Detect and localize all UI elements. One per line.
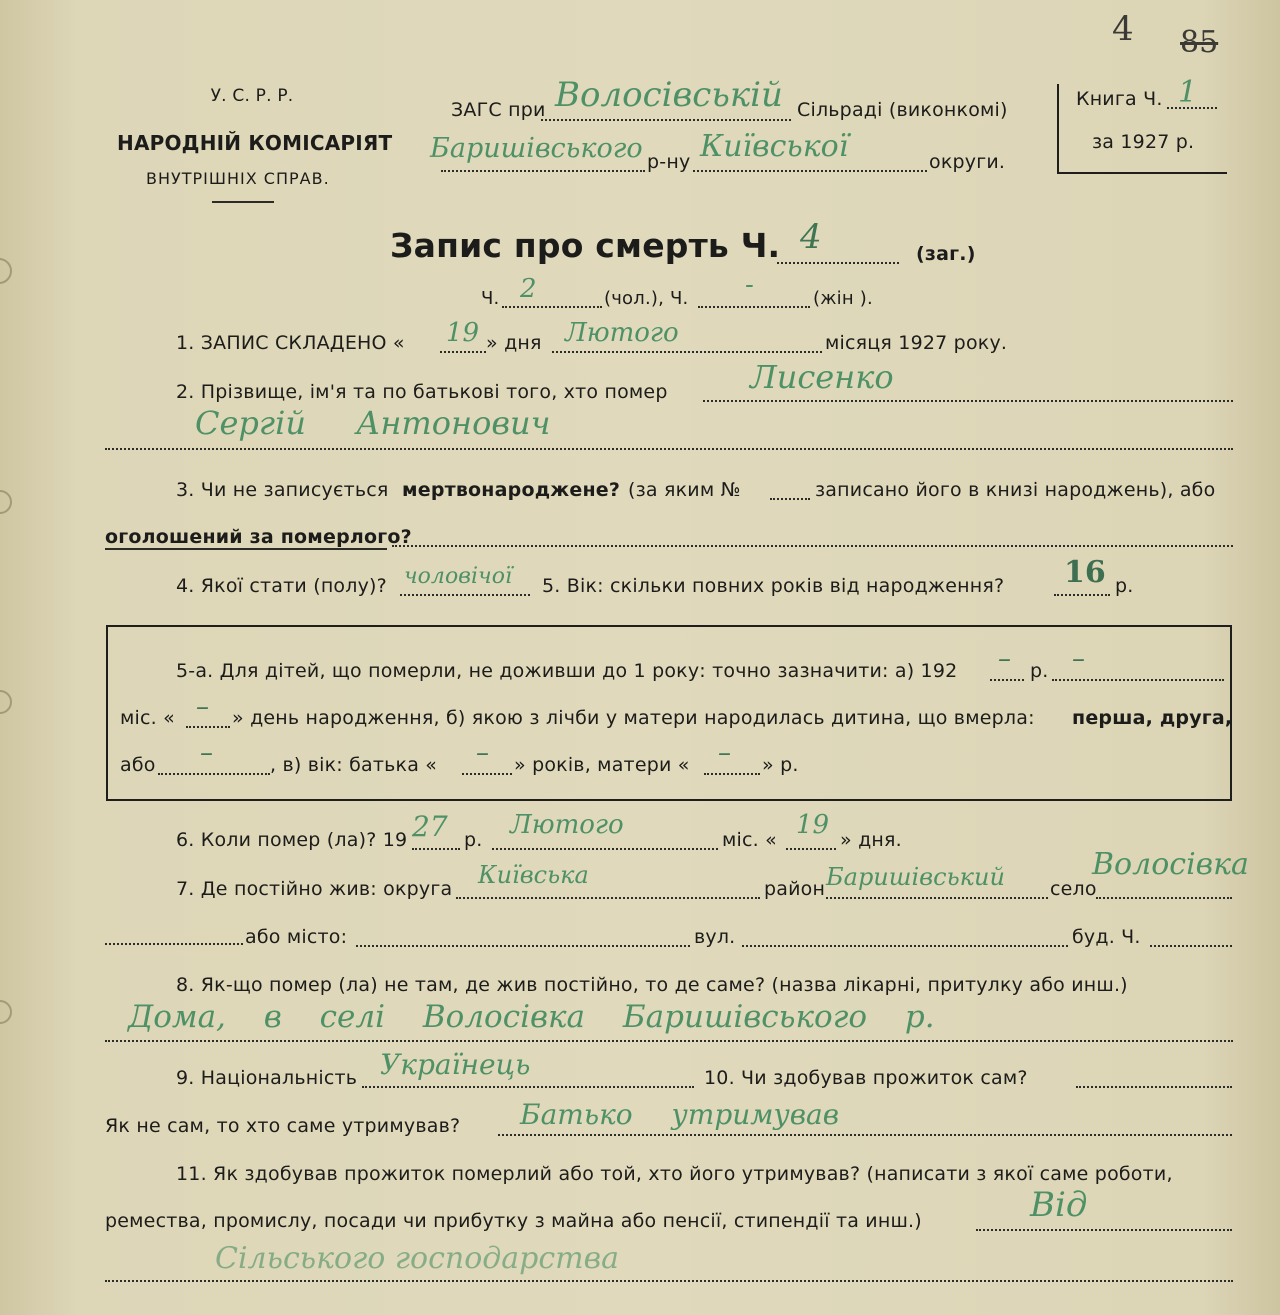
item6-year-suffix: р. — [464, 829, 483, 851]
okruha-handwritten: Київської — [700, 129, 849, 164]
zags-suffix: Сільраді (виконкомі) — [797, 99, 1008, 121]
item2-line-2 — [105, 448, 1233, 450]
header-divider — [212, 201, 274, 203]
margin-mark — [0, 258, 12, 284]
item11-handwritten-1: Від — [1030, 1185, 1088, 1225]
item10-line — [1076, 1086, 1232, 1088]
item2-label: 2. Прізвище, ім'я та по батькові того, хто помер — [176, 381, 668, 403]
item8-line — [105, 1040, 1233, 1042]
item10-sub-line — [498, 1134, 1232, 1136]
item5a-first-second: перша, друга, — [1072, 707, 1233, 729]
item7-raion-line — [826, 897, 1048, 899]
item5a-day-line — [186, 726, 230, 728]
female-count-handwritten: - — [745, 270, 754, 300]
item6-day-handwritten: 19 — [796, 810, 830, 840]
ussr-label: У. С. Р. Р. — [210, 86, 294, 106]
title-num-handwritten: 4 — [800, 217, 822, 257]
item6-day-suffix: » дня. — [840, 829, 902, 851]
item5a-father-dash: – — [476, 738, 489, 768]
item2-name-handwritten: Сергій Антонович — [195, 404, 551, 442]
record-title: Запис про смерть Ч. — [390, 226, 781, 265]
item5a-order-dash: – — [200, 738, 213, 768]
item11-handwritten-2: Сільського господарства — [215, 1241, 619, 1276]
female-count-line — [698, 306, 810, 308]
item7-street-label: вул. — [694, 926, 736, 948]
item1-year: місяця 1927 року. — [825, 332, 1008, 354]
item5a-year-suffix: р. — [1030, 660, 1049, 682]
book-box-left — [1057, 84, 1059, 174]
item3-line-2 — [392, 545, 1233, 547]
item9-handwritten: Українець — [380, 1048, 531, 1081]
item8-label: 8. Як-що помер (ла) не там, де жив постійно, то де саме? (назва лікарні, притулку або инш.) — [176, 974, 1128, 996]
item5a-line2: » день народження, б) якою з лічби у матери народилась дитина, що вмерла: — [232, 707, 1035, 729]
item7-okruha-handwritten: Київська — [478, 861, 589, 889]
item2-line-1 — [703, 400, 1233, 402]
item6-month-line — [492, 848, 718, 850]
item7-label: 7. Де постійно жив: округа — [176, 878, 453, 900]
item11-line-2 — [105, 1280, 1233, 1282]
raion-handwritten: Баришівського — [430, 133, 643, 164]
item5a-month-line — [1052, 679, 1224, 681]
raion-line — [441, 170, 645, 172]
item7-house-label: буд. Ч. — [1072, 926, 1141, 948]
book-label: Книга Ч. — [1076, 88, 1163, 110]
margin-mark — [0, 1000, 12, 1024]
item5a-month-dash: – — [1072, 644, 1085, 674]
zags-label: ЗАГС при — [451, 99, 546, 121]
item7-street-line — [742, 945, 1068, 947]
item4-handwritten: чоловічої — [404, 564, 512, 589]
item3-birth-book: записано його в книзі народжень), або — [815, 479, 1216, 501]
item11-label: 11. Як здобував прожиток померлий або той, хто його утримував? (написати з якої саме роботи, — [176, 1163, 1173, 1185]
item5-line — [1054, 594, 1110, 596]
item6-month-handwritten: Лютого — [510, 810, 624, 840]
item10-handwritten: Батько утримував — [520, 1098, 840, 1131]
item4-label: 4. Якої стати (полу)? — [176, 575, 387, 597]
item2-surname-handwritten: Лисенко — [750, 358, 894, 396]
item11-label-2: ремества, промислу, посади чи прибутку з майна або пенсії, стипендії та инш.) — [105, 1210, 922, 1232]
item10-sub-label: Як не сам, то хто саме утримував? — [105, 1115, 461, 1137]
item10-label: 10. Чи здобував прожиток сам? — [704, 1067, 1028, 1089]
item9-line — [362, 1086, 694, 1088]
corner-note-number: 4 — [1112, 9, 1134, 49]
item5-label: 5. Вік: скільки повних років від народження? — [542, 575, 1005, 597]
male-count-prefix: Ч. — [481, 288, 500, 309]
item7-selo-line — [1096, 897, 1232, 899]
item5-handwritten: 16 — [1064, 555, 1106, 590]
item1-label: 1. ЗАПИС СКЛАДЕНО « — [176, 332, 405, 354]
zags-line — [541, 119, 791, 121]
title-suffix: (заг.) — [916, 243, 976, 265]
item1-day-handwritten: 19 — [446, 318, 480, 348]
item7-okruha-line — [456, 897, 760, 899]
item6-day-line — [786, 848, 836, 850]
margin-mark — [0, 490, 12, 514]
item7-city-label: або місто: — [245, 926, 348, 948]
female-count-label: (жін ). — [813, 288, 873, 309]
item3-label: 3. Чи не записується — [176, 479, 389, 501]
item1-day-line — [440, 351, 486, 353]
item3-declared-dead: оголошений за померлого? — [105, 526, 412, 548]
item7-line-2a — [105, 943, 243, 945]
okruha-label: округи. — [929, 151, 1006, 173]
item7-raion-label: район — [764, 878, 826, 900]
item3-number-line — [770, 498, 810, 500]
item1-month-line — [552, 351, 822, 353]
item5a-mother-dash: – — [718, 738, 731, 768]
book-year: за 1927 р. — [1092, 131, 1195, 153]
commissariat-title: НАРОДНІЙ КОМІСАРІЯТ — [117, 131, 393, 155]
item7-raion-handwritten: Баришівський — [826, 863, 1005, 891]
margin-mark — [0, 690, 12, 714]
item11-line-1 — [976, 1229, 1232, 1231]
item7-house-line — [1150, 945, 1232, 947]
male-count-handwritten: 2 — [520, 274, 537, 304]
corner-note-crossed: 85 — [1180, 25, 1219, 60]
item5-suffix: р. — [1115, 575, 1134, 597]
item6-year-handwritten: 27 — [412, 810, 448, 843]
item5a-day-dash: – — [196, 692, 209, 722]
item5a-year-line — [990, 679, 1024, 681]
item4-line — [400, 594, 530, 596]
raion-label: р-ну — [647, 151, 691, 173]
item5a-order-line — [158, 773, 270, 775]
dept-label: ВНУТРІШНІХ СПРАВ. — [146, 169, 330, 188]
item1-day-suffix: » дня — [486, 332, 542, 354]
item5a-line1: 5-а. Для дітей, що померли, не доживши до 1 року: точно зазначити: а) 192 — [176, 660, 958, 682]
item7-selo-label: село — [1050, 878, 1097, 900]
item7-selo-handwritten: Волосівка — [1092, 847, 1249, 882]
item5a-mother-label: » років, матери « — [514, 754, 690, 776]
item6-year-line — [412, 848, 460, 850]
male-count-line — [502, 306, 602, 308]
item5a-father-label: , в) вік: батька « — [270, 754, 438, 776]
item5a-mother-suffix: » р. — [762, 754, 799, 776]
item3-stillborn: мертвонароджене? — [402, 479, 621, 501]
item6-month-suffix: міс. « — [722, 829, 777, 851]
item5a-line3-start: або — [120, 754, 156, 776]
title-num-line — [777, 262, 899, 264]
item6-label: 6. Коли помер (ла)? 19 — [176, 829, 408, 851]
book-box-bottom — [1057, 172, 1227, 174]
item3-underline — [105, 548, 387, 550]
item8-handwritten: Дома, в селі Волосівка Баришівського р. — [128, 999, 935, 1035]
okruha-line — [693, 170, 927, 172]
item5a-year-dash: – — [998, 644, 1011, 674]
item5a-father-line — [462, 773, 512, 775]
item5a-line2-start: міс. « — [120, 707, 175, 729]
book-num-handwritten: 1 — [1178, 75, 1198, 110]
item5a-mother-line — [704, 773, 760, 775]
zags-handwritten: Волосівській — [555, 75, 783, 115]
item7-city-line — [356, 945, 690, 947]
male-count-label: (чол.), Ч. — [604, 288, 689, 309]
item9-label: 9. Національність — [176, 1067, 358, 1089]
item3-number-label: (за яким № — [628, 479, 741, 501]
item1-month-handwritten: Лютого — [565, 318, 679, 348]
